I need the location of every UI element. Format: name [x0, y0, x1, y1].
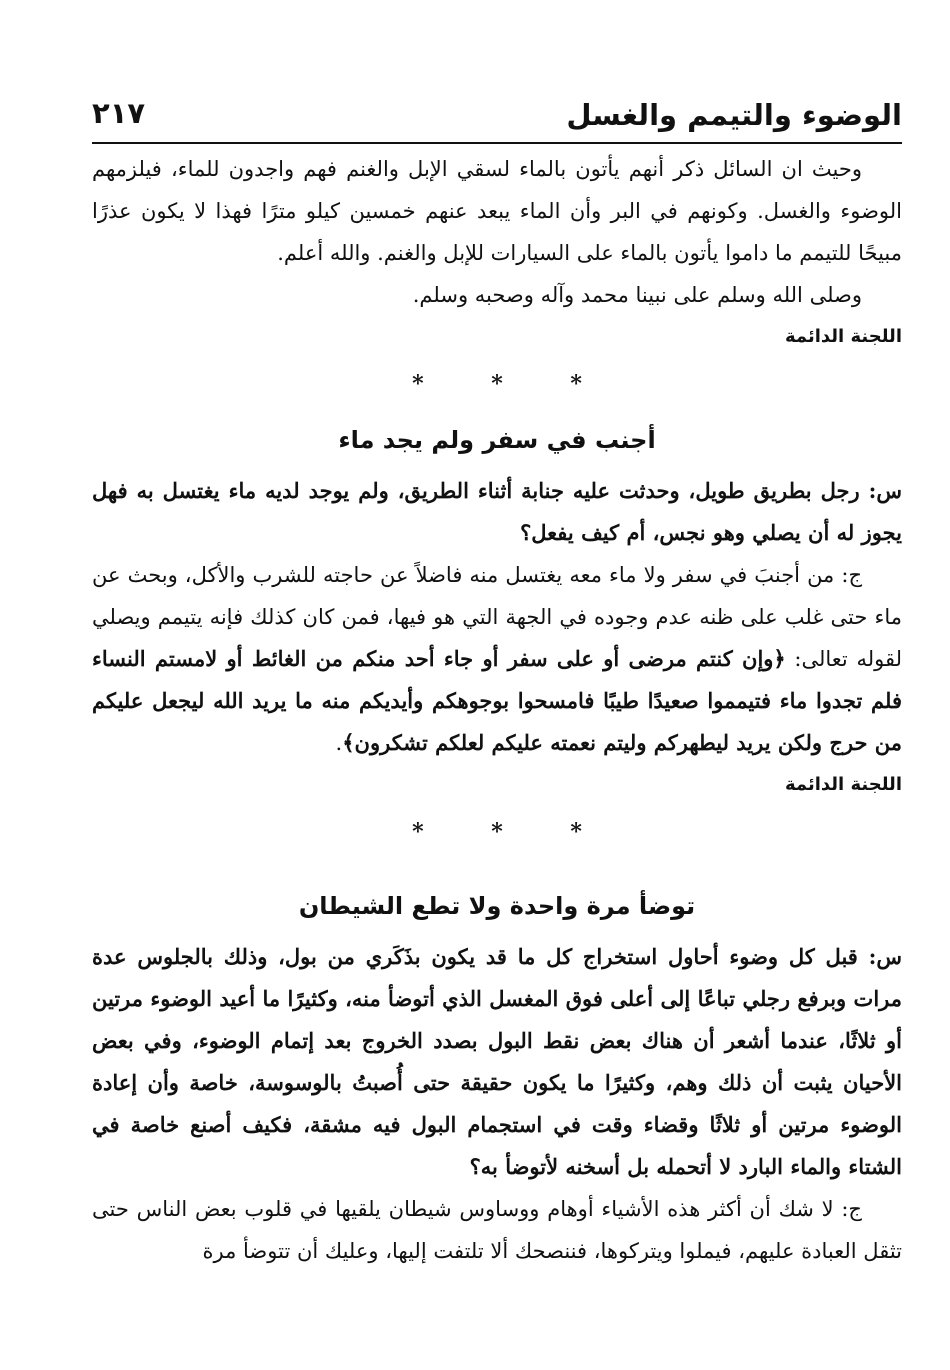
quran-quote: ﴿وإن كنتم مرضى أو على سفر أو جاء أحد منكم من الغائط أو لامستم النساء فلم تجدوا ماء فتيمموا صعيدًا طيبًا فامسحوا بوجوهكم وأيديكم منه ما يريد الله ليجعل عليكم من حرج ولكن يريد ليطهركم وليتم نعمته عليكم لعلكم تشكرون﴾ — [92, 646, 902, 755]
fatwa-question: س: قبل كل وضوء أحاول استخراج كل ما قد يكون بذَكَري من بول، وذلك بالجلوس عدة مرات وبرفع رجلي تباعًا إلى أعلى فوق المغسل الذي أتوضأ منه، وكثيرًا ما أعيد الوضوء مرتين أو ثلاثًا، عندما أشعر أن هناك بعض نقط البول بصدد الخروج بعد إتمام الوضوء، وفي بعض الأحيان يثبت أن ذلك وهم، وكثيرًا ما يكون حقيقة حتى أُصبتُ بالوسوسة، خاصة وأن إعادة الوضوء مرتين أو ثلاثًا وقضاء وقت في استجمام البول فيه مشقة، فكيف أصنع خاصة في الشتاء والماء البارد لا أتحمله بل أسخنه لأتوضأ به؟ — [92, 944, 902, 1179]
committee-signature: اللجنة الدائمة — [784, 326, 902, 347]
fatwa-answer-continuation: وحيث ان السائل ذكر أنهم يأتون بالماء لسقي الإبل والغنم فهم واجدون للماء، فيلزمهم الوضوء والغسل. وكونهم في البر وأن الماء يبعد عنهم خمسين كيلو مترًا فهذا لا يكون عذرًا مبيحًا للتيمم ما داموا يأتون بالماء على السيارات للإبل والغنم. والله أعلم. — [92, 157, 902, 265]
answer-end: . — [335, 731, 343, 755]
section-separator: * * * — [412, 819, 612, 845]
closing-prayer: وصلى الله وسلم على نبينا محمد وآله وصحبه وسلم. — [412, 283, 862, 307]
page-number: ٢١٧ — [92, 96, 146, 130]
fatwa-answer: ج: لا شك أن أكثر هذه الأشياء أوهام ووساوس شيطان يلقيها في قلوب بعض الناس حتى تثقل العبادة عليهم، فيملوا ويتركوها، فننصحك ألا تلتفت إليها، وعليك أن تتوضأ مرة — [92, 1197, 902, 1263]
page-header — [92, 92, 902, 144]
chapter-title: الوضوء والتيمم والغسل — [566, 98, 902, 132]
section-separator: * * * — [412, 371, 612, 397]
committee-signature: اللجنة الدائمة — [784, 774, 902, 795]
fatwa-title: توضأ مرة واحدة ولا تطع الشيطان — [298, 892, 696, 920]
fatwa-answer — [92, 554, 902, 764]
answer-text: ج: من أجنبَ في سفر ولا ماء معه يغتسل منه فاضلاً عن حاجته للشرب والأكل، وبحث عن ماء حتى غلب على ظنه عدم وجوده في الجهة التي هو فيها، فمن كان كذلك فإنه يتيمم ويصلي لقوله تعالى: — [92, 563, 903, 671]
fatwa-question: س: رجل بطريق طويل، وحدثت عليه جنابة أثناء الطريق، ولم يوجد لديه ماء يغتسل به فهل يجوز له أن يصلي وهو نجس، أم كيف يفعل؟ — [92, 478, 902, 545]
page-body — [92, 148, 902, 1272]
fatwa-title: أجنب في سفر ولم يجد ماء — [338, 426, 656, 454]
